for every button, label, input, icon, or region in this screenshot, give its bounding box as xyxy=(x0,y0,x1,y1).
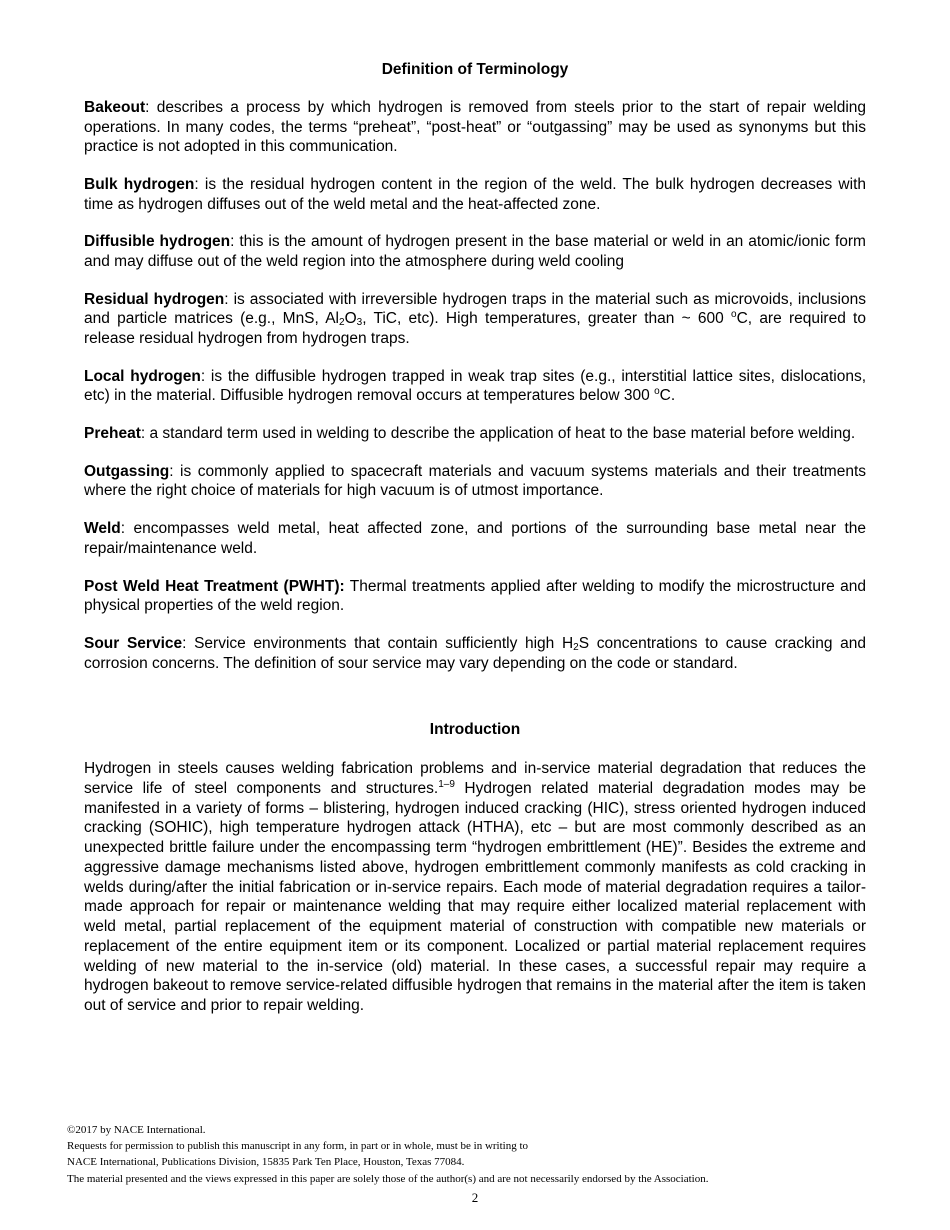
term-definition: : Service environments that contain sufficiently high H xyxy=(182,634,574,652)
term-definition: Thermal treatments applied after welding to modify the microstructure and physical properties of the weld region. xyxy=(84,577,866,615)
term-name: Diffusible hydrogen xyxy=(84,233,231,251)
term-name: Preheat xyxy=(84,425,141,443)
term-definition: S concentrations to cause cracking and corrosion concerns. The definition of sour service may vary depending on the code or standard. xyxy=(84,634,866,672)
term-definition: , TiC, etc). High temperatures, greater than ~ 600 xyxy=(362,310,732,328)
term-definition: O xyxy=(344,310,357,328)
subscript: 2 xyxy=(339,317,345,329)
term-definition: : is commonly applied to spacecraft materials and vacuum systems materials and their treatments where the right choice of materials for high vacuum is of utmost importance. xyxy=(84,462,866,500)
subscript: 3 xyxy=(356,317,363,329)
term-definition: : is the diffusible hydrogen trapped in weak trap sites (e.g., interstitial lattice sites, dislocations, etc) in the material. Diffusible hydrogen removal occurs at temperatures below 300 xyxy=(84,367,866,405)
reference-superscript: 1–9 xyxy=(438,778,455,790)
term-definition: : a standard term used in welding to describe the application of heat to the base material before welding. xyxy=(140,425,856,443)
term-weld xyxy=(84,519,866,558)
degree-superscript: o xyxy=(731,309,737,321)
term-outgassing xyxy=(84,462,866,501)
definitions-heading: Definition of Terminology xyxy=(381,61,569,78)
subscript: 2 xyxy=(573,641,579,653)
term-name: Post Weld Heat Treatment (PWHT): xyxy=(84,577,345,595)
term-bakeout xyxy=(84,98,866,157)
term-name: Bakeout xyxy=(84,99,146,116)
term-name: Weld xyxy=(84,520,121,538)
term-residual-hydrogen xyxy=(84,290,866,349)
term-name: Residual hydrogen xyxy=(84,290,225,308)
page-number: 2 xyxy=(471,1190,479,1205)
footer xyxy=(67,1122,867,1187)
intro-text: Hydrogen in steels causes welding fabrication problems and in-service material degradation that reduces the service life of steel components and structures. xyxy=(84,760,866,797)
introduction-heading: Introduction xyxy=(429,721,521,738)
term-definition: C, are required to release residual hydrogen from hydrogen traps. xyxy=(84,310,866,347)
term-definition: : describes a process by which hydrogen is removed from steels prior to the start of repair welding operations. In many codes, the terms “preheat”, “post-heat” or “outgassing” may be used as synonyms but this practice is not adopted in this communication. xyxy=(84,99,866,156)
term-definition: : encompasses weld metal, heat affected zone, and portions of the surrounding base metal near the repair/maintenance weld. xyxy=(84,520,866,557)
term-definition: : this is the amount of hydrogen present in the base material or weld in an atomic/ionic form and may diffuse out of the weld region into the atmosphere during weld cooling xyxy=(84,233,866,270)
permission-notice: Requests for permission to publish this manuscript in any form, in part or in whole, must be in writing to xyxy=(67,1140,529,1153)
term-local-hydrogen xyxy=(84,367,866,406)
term-pwht xyxy=(84,577,866,616)
term-diffusible-hydrogen xyxy=(84,232,866,271)
term-definition: C. xyxy=(659,387,676,405)
term-sour-service xyxy=(84,634,866,673)
copyright-notice: ©2017 by NACE International. xyxy=(67,1124,206,1136)
disclaimer: The material presented and the views expressed in this paper are solely those of the author(s) and are not necessarily endorsed by the Association. xyxy=(67,1172,709,1185)
term-name: Bulk hydrogen xyxy=(84,175,195,193)
term-name: Outgassing xyxy=(84,462,170,480)
terminology-list xyxy=(84,98,866,691)
intro-text: Hydrogen related material degradation modes may be manifested in a variety of forms – blistering, hydrogen induced cracking (HIC), stress oriented hydrogen induced cracking (SOHIC), high temperature hydrogen attack (HTHA), etc – but are most commonly described as an unexpected brittle failure under the encompassing term “hydrogen embrittlement (HE)”. Besides the extreme and aggressive damage mechanisms listed above, hydrogen embrittlement commonly manifests as cold cracking in welds during/after the initial fabrication or in-service repairs. Each mode of material degradation requires a tailor-made approach for repair or maintenance welding that may require either localized material replacement with weld metal, partial replacement of the equipment material of construction with compatible new materials or replacement of the entire equipment item or its component. Localized or partial material replacement requires welding of new material to the in-service (old) material. In these cases, a successful repair may require a hydrogen bakeout to remove service-related diffusible hydrogen that remains in the material after the item is taken out of service and prior to repair welding. xyxy=(84,779,866,1014)
term-definition: : is associated with irreversible hydrogen traps in the material such as microvoids, inclusions and particle matrices (e.g., MnS, Al xyxy=(84,290,866,328)
term-name: Sour Service xyxy=(84,634,183,652)
term-preheat xyxy=(84,424,866,444)
introduction-paragraph xyxy=(84,759,866,1016)
publisher-address: NACE International, Publications Division, 15835 Park Ten Place, Houston, Texas 77084. xyxy=(67,1156,465,1169)
term-definition: : is the residual hydrogen content in the region of the weld. The bulk hydrogen decreases with time as hydrogen diffuses out of the weld metal and the heat-affected zone. xyxy=(84,175,866,213)
degree-superscript: o xyxy=(654,386,660,398)
term-name: Local hydrogen xyxy=(84,367,201,385)
term-bulk-hydrogen xyxy=(84,175,866,214)
